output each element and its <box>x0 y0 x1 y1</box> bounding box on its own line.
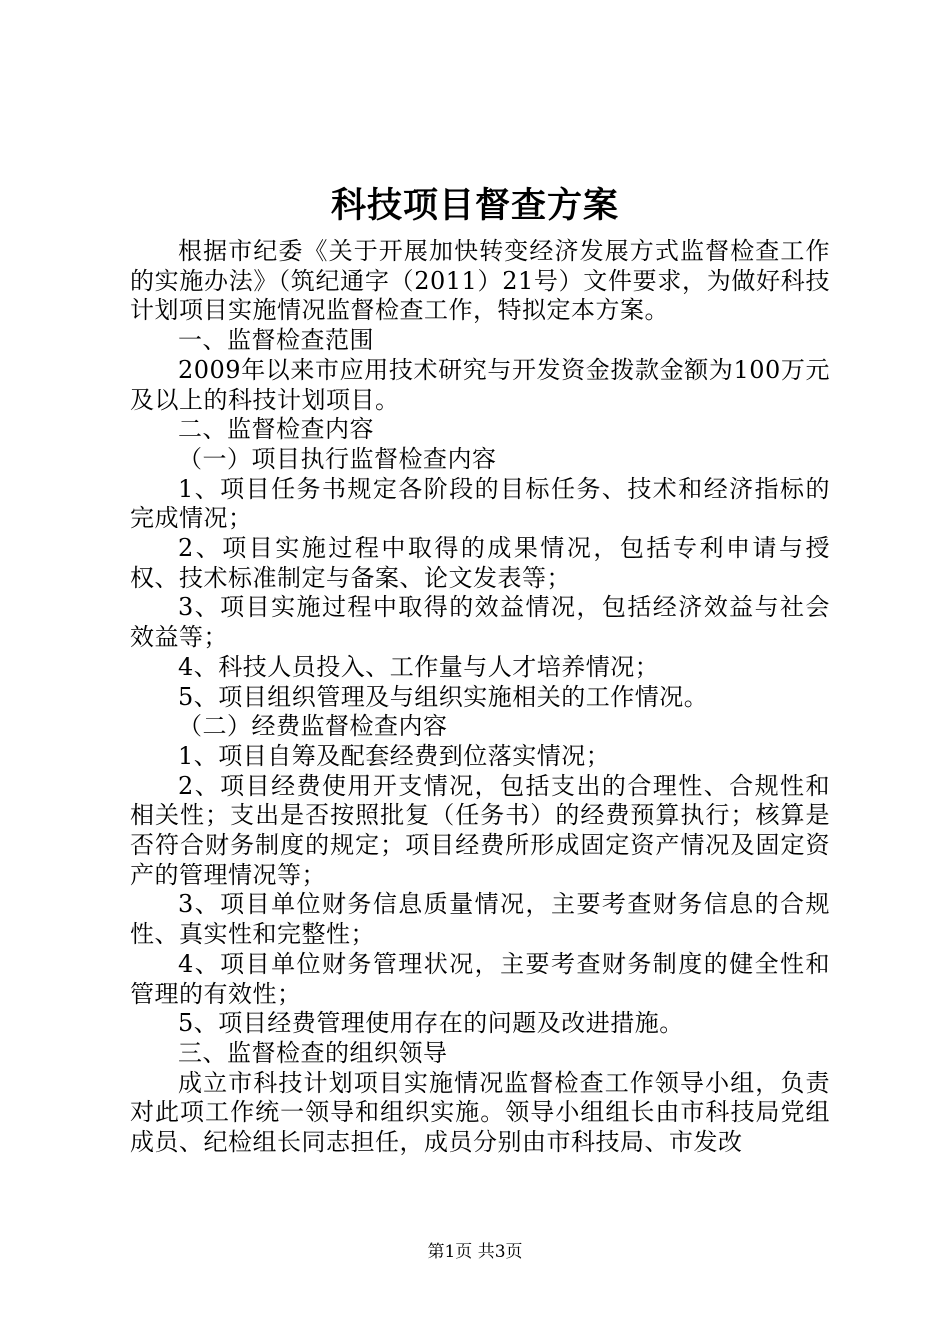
subsection-heading: （一）项目执行监督检查内容 <box>178 444 497 473</box>
list-item: 3、项目单位财务信息质量情况，主要考查财务信息的合规性、真实性和完整性； <box>130 890 830 949</box>
list-item: 2、项目实施过程中取得的成果情况，包括专利申请与授权、技术标准制定与备案、论文发表等； <box>130 534 830 592</box>
section-heading: 一、监督检查范围 <box>178 326 374 355</box>
list-item: 3、项目实施过程中取得的效益情况，包括经济效益与社会效益等； <box>130 593 830 652</box>
paragraph: 根据市纪委《关于开展加快转变经济发展方式监督检查工作的实施办法》（筑纪通字（2011）21号）文件要求，为做好科技计划项目实施情况监督检查工作，特拟定本方案。 <box>130 237 830 325</box>
document-body <box>130 237 830 1158</box>
list-item: 4、科技人员投入、工作量与人才培养情况； <box>178 652 660 681</box>
paragraph: 成立市科技计划项目实施情况监督检查工作领导小组，负责对此项工作统一领导和组织实施。领导小组组长由市科技局党组成员、纪检组长同志担任，成员分别由市科技局、市发改 <box>130 1068 830 1157</box>
section-heading: 三、监督检查的组织领导 <box>178 1038 448 1067</box>
list-item: 5、项目经费管理使用存在的问题及改进措施。 <box>178 1009 684 1038</box>
section-heading: 二、监督检查内容 <box>178 415 374 444</box>
list-item: 5、项目组织管理及与组织实施相关的工作情况。 <box>178 682 709 711</box>
list-item: 2、项目经费使用开支情况，包括支出的合理性、合规性和相关性；支出是否按照批复（任务书）的经费预算执行；核算是否符合财务制度的规定；项目经费所形成固定资产情况及固定资产的管理情况等； <box>130 771 830 889</box>
list-item: 1、项目任务书规定各阶段的目标任务、技术和经济指标的完成情况； <box>130 474 830 533</box>
document-title: 科技项目督查方案 <box>330 185 619 226</box>
list-item: 1、项目自筹及配套经费到位落实情况； <box>178 741 611 770</box>
list-item: 4、项目单位财务管理状况，主要考查财务制度的健全性和管理的有效性； <box>130 949 830 1008</box>
paragraph: 2009年以来市应用技术研究与开发资金拨款金额为100万元及以上的科技计划项目。 <box>130 355 830 414</box>
subsection-heading: （二）经费监督检查内容 <box>178 712 448 741</box>
page-number: 第1页 共3页 <box>427 1242 523 1262</box>
